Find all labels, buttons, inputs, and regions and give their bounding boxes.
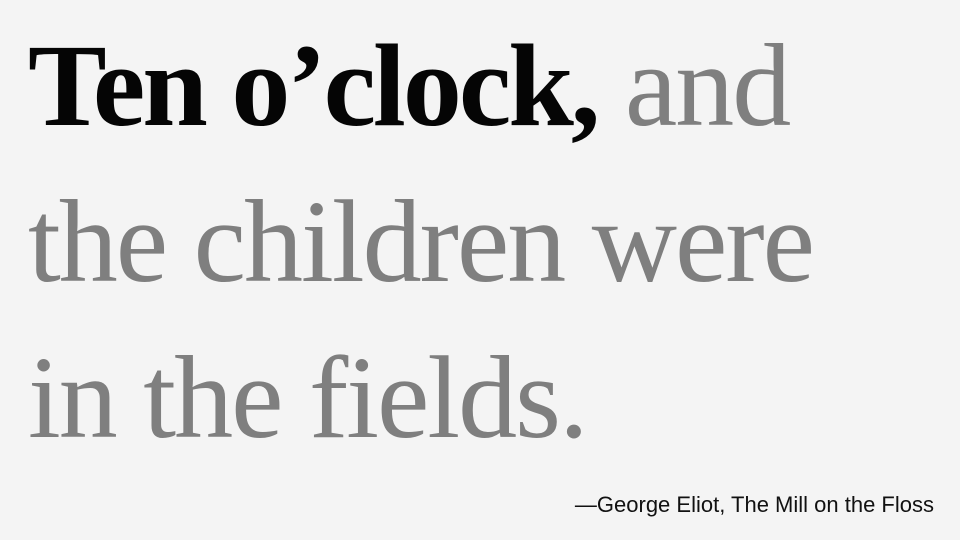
quote-attribution: —George Eliot, The Mill on the Floss <box>574 492 934 517</box>
quote-line-1 <box>28 8 948 164</box>
quote-block <box>28 8 948 476</box>
quote-line-2: the children were <box>28 176 814 307</box>
quote-line-3: in the fields. <box>28 332 587 463</box>
quote-line-1-rest: and <box>597 20 790 151</box>
quote-lead-text: Ten o’clock, <box>28 20 598 151</box>
